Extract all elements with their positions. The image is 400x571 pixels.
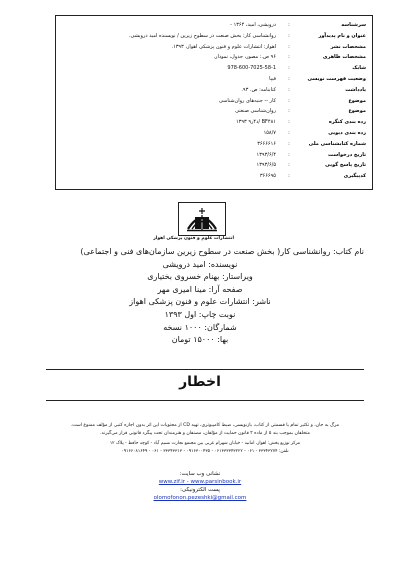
warning-line: مرگ به جان، و تکثیر تمام یا قسمتی از کتاب، بازنویسی، ضبط کامپیوتری، تهیه CD از محتویات این اثر بدون اجازه کتبی از مؤلف ممنوع است. [70, 423, 340, 428]
catalog-label: مشخصات نشر [330, 43, 366, 50]
catalog-colon: : [288, 162, 290, 169]
catalog-label: شابک [352, 65, 366, 72]
catalog-value: ۱۵۸/۷ [263, 130, 276, 136]
catalog-label: شماره کتابشناسی ملی [308, 140, 366, 147]
divider-bottom [46, 400, 364, 401]
catalog-row [56, 172, 372, 181]
catalog-label: کدپیگیری [343, 173, 366, 180]
detail-line: نویسنده: امید درویشی [162, 259, 238, 269]
catalog-row [56, 53, 372, 62]
catalog-label: موضوع [348, 108, 366, 115]
catalog-colon: : [288, 22, 290, 28]
website-links [120, 478, 280, 486]
catalog-row [56, 64, 372, 73]
catalog-row [56, 107, 372, 116]
publisher-logo [178, 202, 226, 236]
detail-line: ویراستار: بهنام خسروی بختیاری [147, 272, 253, 282]
catalog-value: روانشناسی کار: بخش صنعت در سطوح زیرین / نویسنده امید درویشی. [128, 32, 276, 39]
catalog-label: وضعیت فهرست نویسی [307, 76, 366, 82]
catalog-colon: : [288, 32, 290, 39]
catalog-label: رده بندی کنگره [328, 119, 366, 126]
logo-caption: انتشارات علوم و فنون پزشکی اهواز [153, 236, 234, 241]
catalog-row [56, 86, 372, 95]
book-emblem-icon [179, 203, 225, 235]
catalog-label: مشخصات ظاهری [322, 54, 366, 61]
warning-line: متخلفان بموجب بند ۵ از ماده ۲ قانون حمایت از مؤلفان، مصنفان و هنرمندان تحت پیگرد قانونی قرار می‌گیرند. [100, 431, 310, 436]
catalog-colon: : [288, 130, 290, 136]
catalog-row [56, 161, 372, 170]
warning-text [46, 422, 364, 438]
catalog-colon: : [288, 86, 290, 93]
detail-line: نوبت چاپ: اول ۱۳۹۳ [164, 310, 236, 319]
email-label: پست الکترونیکی: [180, 487, 220, 493]
catalog-colon: : [288, 119, 290, 126]
catalog-colon: : [288, 173, 290, 180]
catalog-label: عنوان و نام پدیدآور [318, 32, 366, 39]
catalog-row [56, 97, 372, 106]
divider-top [46, 369, 364, 370]
catalog-value: 978-600-7025-58-1 [227, 65, 276, 72]
catalog-row [56, 151, 372, 160]
warning-title: اخطار [179, 374, 221, 390]
catalog-row [56, 32, 372, 41]
cataloguing-table [55, 15, 373, 190]
catalog-label: موضوع [348, 97, 366, 104]
catalog-value: درویشی، امید، ۱۳۶۴ - [230, 22, 276, 28]
catalog-value: روان‌شناسی صنعتی [235, 108, 276, 115]
contact-info [46, 440, 364, 456]
catalog-colon: : [288, 140, 290, 147]
catalog-label: یادداشت [345, 86, 366, 93]
website-label: نشانی وب سایت: [179, 471, 221, 477]
catalog-value: ۳۶۶۶۹۵ [259, 173, 276, 180]
email-link[interactable]: olomofonon.pezeshki@gmail.com [153, 495, 247, 501]
website-link[interactable]: www.zif.ir - www.parsinbook.ir [158, 479, 242, 485]
catalog-value: کتابنامه: ص. ۹۳. [241, 86, 276, 93]
detail-line: بها: ۱۵۰۰۰ تومان [171, 335, 229, 345]
catalog-row [56, 140, 372, 149]
catalog-colon: : [288, 65, 290, 72]
catalog-value: ۱۳۹۳/۶/۴ [256, 151, 276, 158]
detail-line: ناشر: انتشارات علوم و فنون پزشکی اهواز [129, 297, 271, 307]
catalog-row [56, 75, 372, 84]
email-wrapper [120, 494, 280, 502]
catalog-label: سرشناسه [341, 22, 366, 28]
catalog-row [56, 21, 372, 30]
phone-line: تلفن: ۳۳۳۴۳۲۷۴ - ۰۶۱ - ۰۶۱۳۳۳۳۴۳۲۲۲ - ۰۹۱۶۳۰۰۴۳۵ - ۳۳۳۴۳۳۱۳ - ۰۶۱ - ۰۹۱۶۶۰۸۱۶۴۹ [121, 449, 289, 454]
detail-line: شمارگان: ۱۰۰۰ نسخه [163, 322, 237, 332]
catalog-value: اهواز: انتشارات علوم و فنون پزشکی اهواز، ۱۳۹۳. [171, 43, 276, 50]
catalog-row [56, 118, 372, 127]
address-line: مرکز توزیع پخش: اهواز، امانیه - خیابان شهرام غربی بین مجتمع تجارت نسیم آباد - کوچه حافظ - پلاک ۱۲ [109, 441, 301, 446]
catalog-colon: : [288, 108, 290, 115]
catalog-row [56, 129, 372, 138]
catalog-label: رده بندی دیویی [328, 130, 366, 136]
catalog-colon: : [288, 97, 290, 104]
catalog-value: ۱۳۹۳/۶/۵ [256, 162, 276, 169]
catalog-colon: : [288, 54, 290, 61]
catalog-label: تاریخ پاسخ گویی [325, 162, 366, 169]
catalog-value: BF۴۸۱ /د۴ر۹ ۱۳۹۳ [235, 119, 276, 126]
detail-line: نام کتاب: روانشناسی کار( بخش صنعت در سطوح زیرین سازمان‌های فنی و اجتماعی) [80, 247, 364, 256]
catalog-row [56, 43, 372, 52]
catalog-value: ۹۶ ص.: مصور، جدول، نمودار. [213, 54, 276, 61]
catalog-label: تاریخ درخواست [328, 151, 366, 158]
catalog-value: کار -- جنبه‌های روان‌شناسی [218, 97, 276, 104]
catalog-value: فیپا [269, 76, 276, 82]
catalog-value: ۳۶۶۶۶۱۶ [257, 140, 276, 147]
catalog-colon: : [288, 43, 290, 50]
detail-line: صفحه آرا: مینا امیری مهر [157, 284, 243, 294]
catalog-colon: : [288, 76, 290, 82]
catalog-colon: : [288, 151, 290, 158]
